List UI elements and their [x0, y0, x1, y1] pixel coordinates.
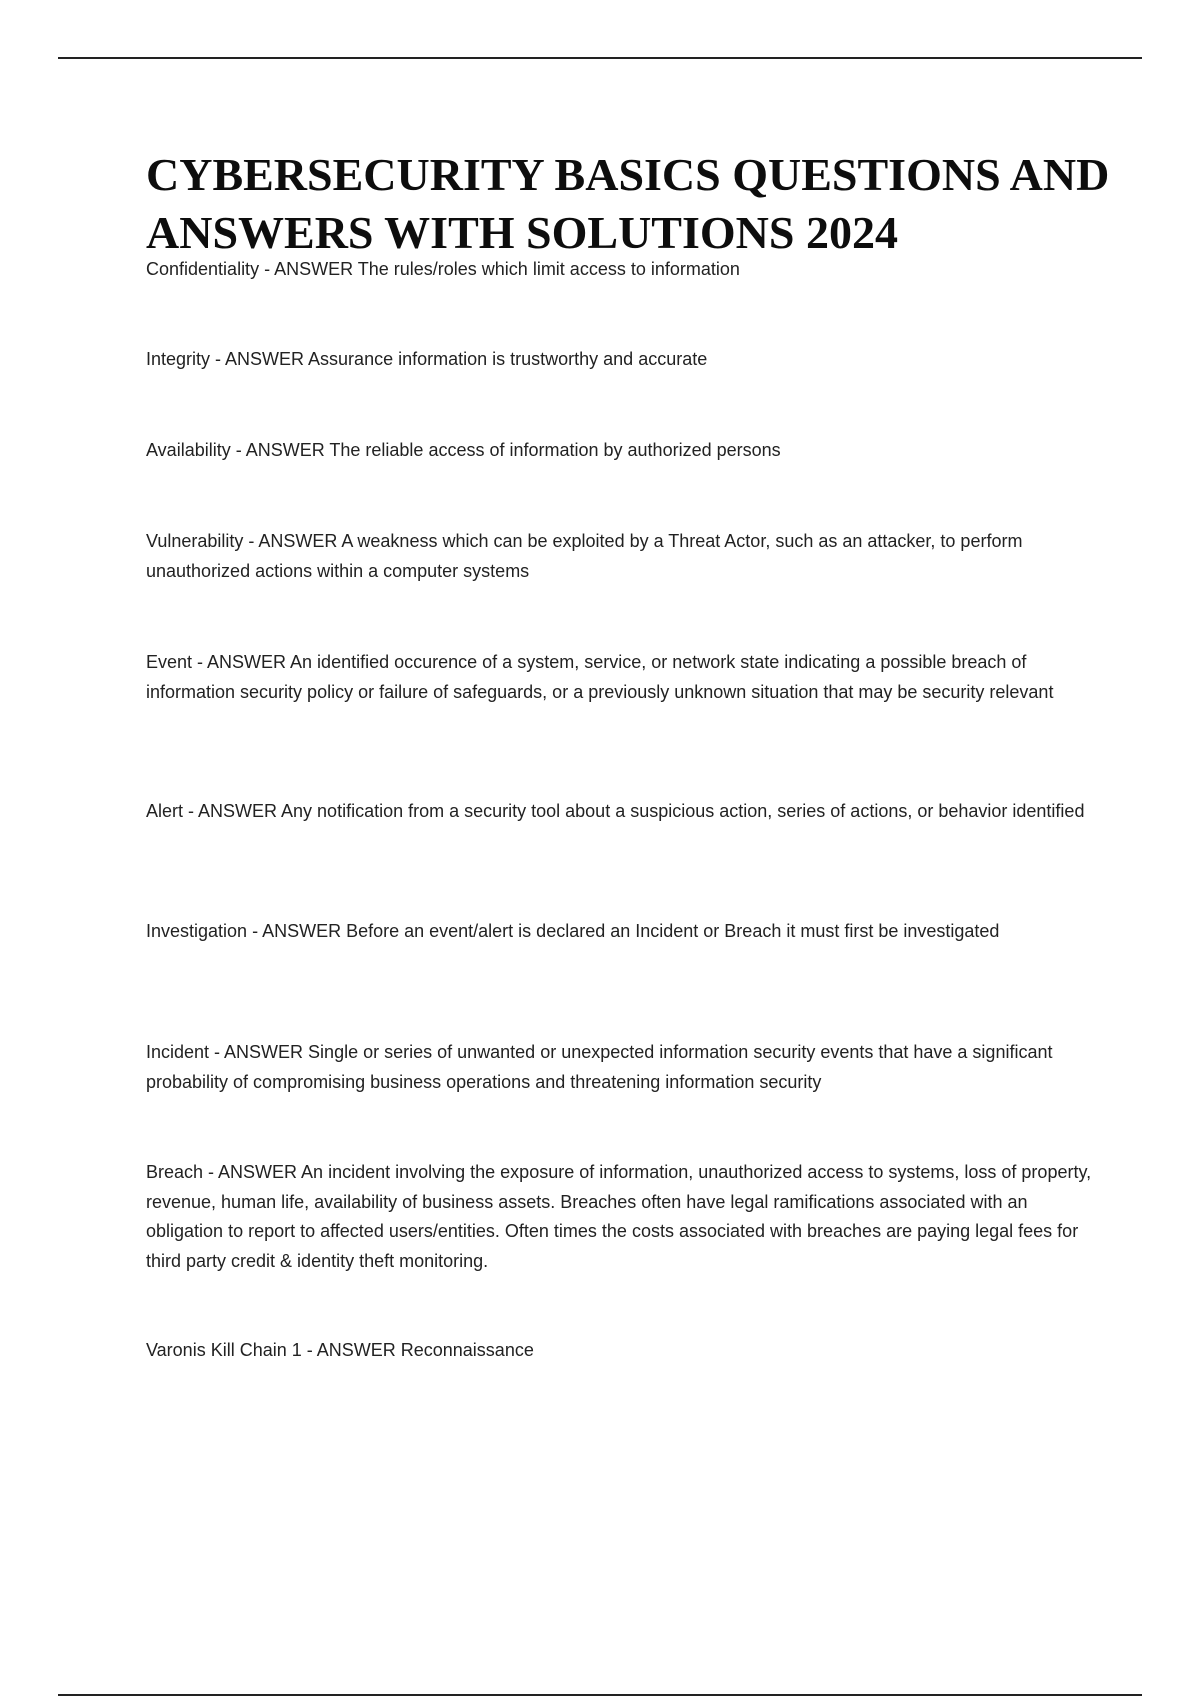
qa-entry-integrity: Integrity - ANSWER Assurance information is trustworthy and accurate [146, 349, 708, 369]
qa-entry-vulnerability: Vulnerability - ANSWER A weakness which can be exploited by a Threat Actor, such as an attacker, to perform unauthorized actions within a computer systems [146, 531, 1023, 581]
qa-entry-confidentiality: Confidentiality - ANSWER The rules/roles which limit access to information [146, 259, 740, 279]
qa-entry-breach: Breach - ANSWER An incident involving the exposure of information, unauthorized access to systems, loss of property, revenue, human life, availability of business assets. Breaches often have legal ramifications associated with an obligation to report to affected users/entities. Often times the costs associated with breaches are paying legal fees for third party credit & identity theft monitoring. [146, 1162, 1092, 1271]
document-title: CYBERSECURITY BASICS QUESTIONS AND ANSWERS WITH SOLUTIONS 2024 [146, 149, 1110, 258]
qa-entry-alert: Alert - ANSWER Any notification from a security tool about a suspicious action, series of actions, or behavior identified [146, 801, 1085, 821]
qa-entry-varonis-kill-chain-1: Varonis Kill Chain 1 - ANSWER Reconnaissance [146, 1340, 534, 1360]
qa-entry-investigation: Investigation - ANSWER Before an event/alert is declared an Incident or Breach it must first be investigated [146, 921, 1000, 941]
qa-entry-event: Event - ANSWER An identified occurence of a system, service, or network state indicating a possible breach of information security policy or failure of safeguards, or a previously unknown situation that may be security relevant [146, 652, 1054, 702]
qa-entry-availability: Availability - ANSWER The reliable access of information by authorized persons [146, 440, 781, 460]
top-divider [58, 57, 1142, 59]
qa-entry-incident: Incident - ANSWER Single or series of unwanted or unexpected information security events that have a significant probability of compromising business operations and threatening information security [146, 1042, 1053, 1092]
bottom-divider [58, 1694, 1142, 1696]
